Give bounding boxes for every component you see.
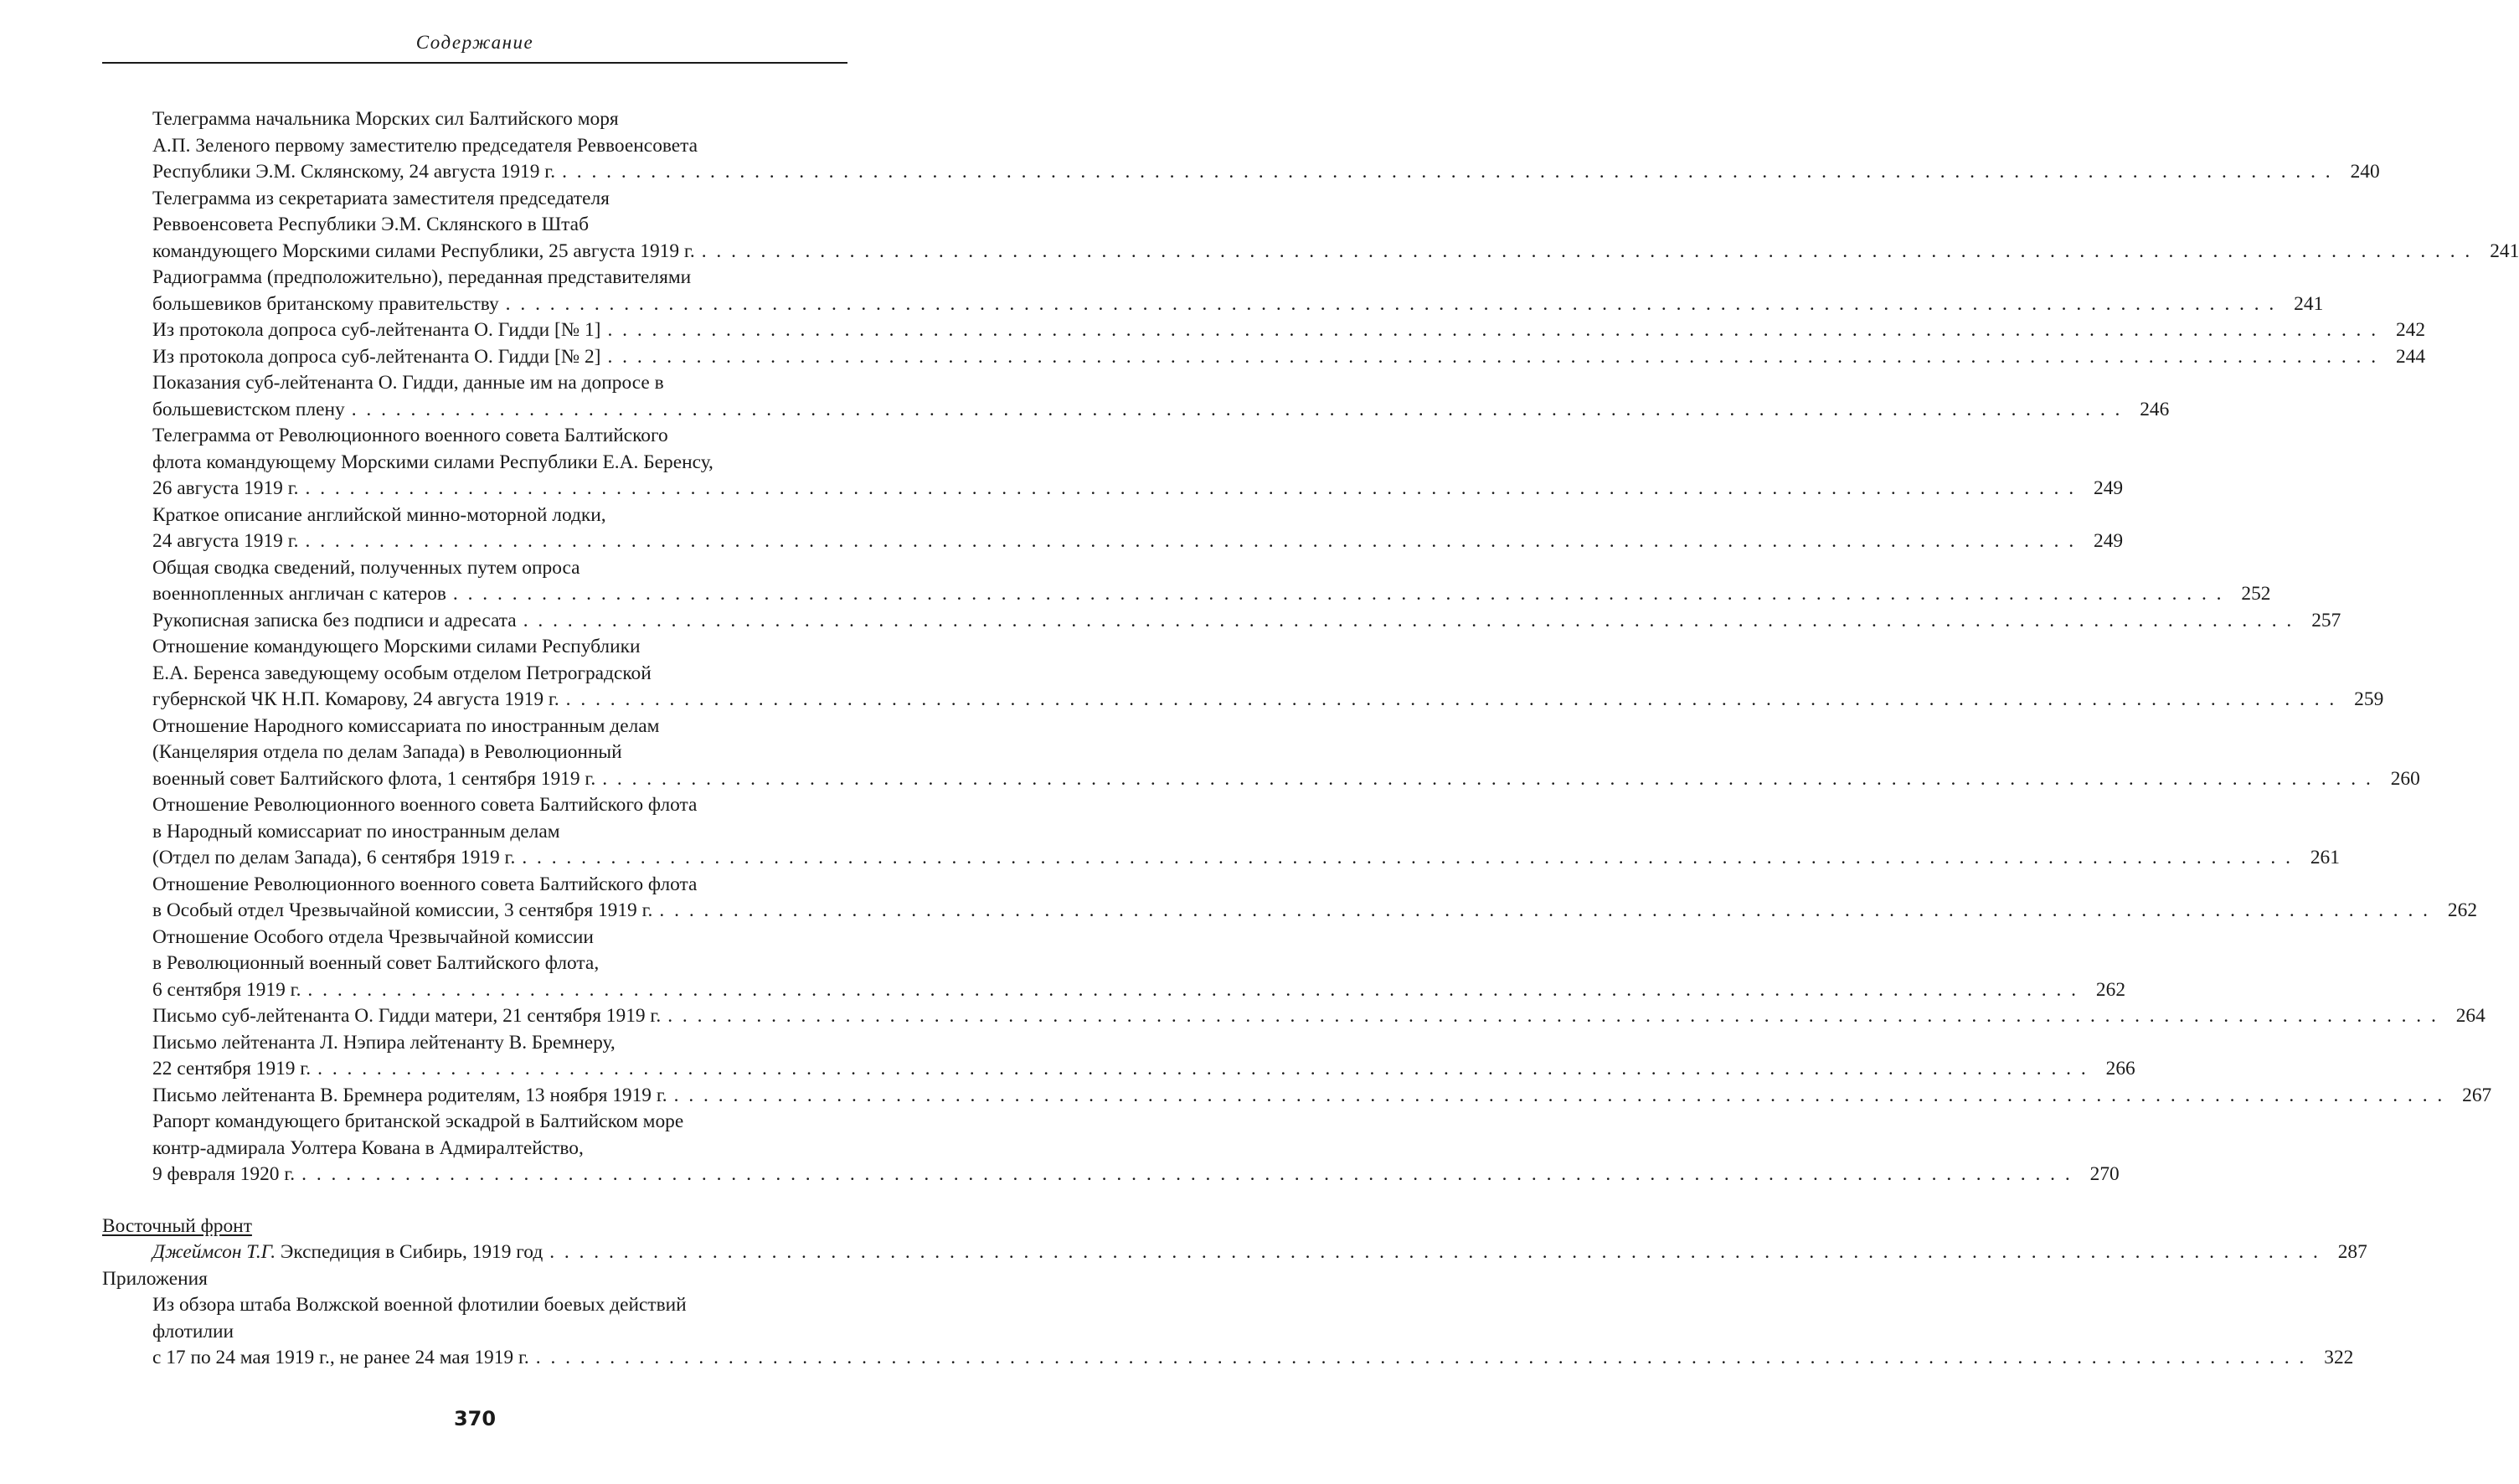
dot-leader: . . . . . . . . . . . . . . . . . . . . . . . . . . . . . . . . . . . . . . . . . . . . . . . . . . . . . . . . . . . . . . . . . . . . . . . . . . . . . . . . . . . . . . . . . . . . . . . . . . . . . . . . . . . . . . . . . . . . . . . . <box>317 1058 2089 1080</box>
dot-leader: . . . . . . . . . . . . . . . . . . . . . . . . . . . . . . . . . . . . . . . . . . . . . . . . . . . . . . . . . . . . . . . . . . . . . . . . . . . . . . . . . . . . . . . . . . . . . . . . . . . . . . . . . . . . . . . . . . . . . . . . <box>549 1241 2321 1263</box>
toc-entry-text: Отношение Народного комиссариата по иностранным делам <box>152 714 660 737</box>
toc-entry-text: в Революционный военный совет Балтийского флота, <box>152 952 600 974</box>
toc-entry-text: большевиков британскому правительству <box>152 292 499 315</box>
dot-leader: . . . . . . . . . . . . . . . . . . . . . . . . . . . . . . . . . . . . . . . . . . . . . . . . . . . . . . . . . . . . . . . . . . . . . . . . . . . . . . . . . . . . . . . . . . . . . . . . . . . . . . . . . . . . . . . . . . . . . . . . <box>667 1005 2439 1027</box>
toc-page-number: 249 <box>2094 530 2124 552</box>
toc-line <box>102 634 847 661</box>
toc-page-number: 240 <box>2350 161 2380 183</box>
toc-entry-text: 26 августа 1919 г. <box>152 477 299 499</box>
toc-entry-text: флотилии <box>152 1320 234 1342</box>
toc-line <box>102 186 847 213</box>
toc-line <box>102 687 2384 714</box>
header-rule <box>102 62 847 64</box>
toc-line <box>102 528 2124 555</box>
dot-leader: . . . . . . . . . . . . . . . . . . . . . . . . . . . . . . . . . . . . . . . . . . . . . . . . . . . . . . . . . . . . . . . . . . . . . . . . . . . . . . . . . . . . . . . . . . . . . . . . . . . . . . . . . . . . . . . . . . . . . . . . <box>535 1347 2307 1368</box>
toc-page-number: 287 <box>2337 1241 2367 1263</box>
toc-page-number: 262 <box>2447 899 2478 921</box>
toc-page-number: 246 <box>2140 398 2170 420</box>
toc-page-number: 244 <box>2395 345 2426 368</box>
toc-entry-text: флота командующему Морскими силами Республики Е.А. Беренсу, <box>152 451 713 473</box>
toc-entry-text: с 17 по 24 мая 1919 г., не ранее 24 мая 1919 г. <box>152 1347 529 1368</box>
toc-entry-text: 22 сентября 1919 г. <box>152 1058 312 1080</box>
toc-page-number: 249 <box>2094 477 2124 499</box>
toc-entry-text: военнопленных англичан с катеров <box>152 583 446 605</box>
toc-entry-text: Общая сводка сведений, полученных путем опроса <box>152 556 580 579</box>
section-title-row <box>102 1213 847 1240</box>
toc-entry-text: Из протокола допроса суб-лейтенанта О. Гидди [№ 1] <box>152 319 601 341</box>
toc-page-number: 262 <box>2095 978 2126 1001</box>
toc-list <box>102 106 2519 1188</box>
toc-entry-text: Письмо суб-лейтенанта О. Гидди матери, 21 сентября 1919 г. <box>152 1005 662 1027</box>
toc-entry-text: Из протокола допроса суб-лейтенанта О. Гидди [№ 2] <box>152 345 601 368</box>
toc-entry-text: 9 февраля 1920 г. <box>152 1163 296 1185</box>
dot-leader: . . . . . . . . . . . . . . . . . . . . . . . . . . . . . . . . . . . . . . . . . . . . . . . . . . . . . . . . . . . . . . . . . . . . . . . . . . . . . . . . . . . . . . . . . . . . . . . . . . . . . . . . . . . . . . . . . . . . . . . . <box>305 530 2077 552</box>
toc-entry-text: Радиограмма (предположительно), переданная представителями <box>152 266 692 288</box>
toc-entry-text: Письмо лейтенанта В. Бремнера родителям, 13 ноября 1919 г. <box>152 1084 667 1106</box>
toc-entry-text: (Канцелярия отдела по делам Запада) в Революционный <box>152 741 622 763</box>
toc-line <box>102 291 2324 318</box>
toc-page-number: 322 <box>2324 1347 2354 1368</box>
toc-page-number: 264 <box>2455 1005 2486 1027</box>
dot-leader: . . . . . . . . . . . . . . . . . . . . . . . . . . . . . . . . . . . . . . . . . . . . . . . . . . . . . . . . . . . . . . . . . . . . . . . . . . . . . . . . . . . . . . . . . . . . . . . . . . . . . . . . . . . . . . . . . . . . . . . . <box>351 398 2123 420</box>
toc-page-number: 267 <box>2462 1084 2492 1106</box>
toc-line <box>102 106 847 133</box>
dot-leader: . . . . . . . . . . . . . . . . . . . . . . . . . . . . . . . . . . . . . . . . . . . . . . . . . . . . . . . . . . . . . . . . . . . . . . . . . . . . . . . . . . . . . . . . . . . . . . . . . . . . . . . . . . . . . . . . . . . . . . . . <box>565 688 2337 710</box>
toc-line <box>102 898 2478 925</box>
toc-entry-text: командующего Морскими силами Республики, 25 августа 1919 г. <box>152 240 695 262</box>
dot-leader: . . . . . . . . . . . . . . . . . . . . . . . . . . . . . . . . . . . . . . . . . . . . . . . . . . . . . . . . . . . . . . . . . . . . . . . . . . . . . . . . . . . . . . . . . . . . . . . . . . . . . . . . . . . . . . . . . . . . . . . . <box>607 319 2379 341</box>
toc-entry-text: Из обзора штаба Волжской военной флотилии боевых действий <box>152 1294 687 1316</box>
dot-leader: . . . . . . . . . . . . . . . . . . . . . . . . . . . . . . . . . . . . . . . . . . . . . . . . . . . . . . . . . . . . . . . . . . . . . . . . . . . . . . . . . . . . . . . . . . . . . . . . . . . . . . . . . . . . . . . . . . . . . . . . <box>505 292 2277 315</box>
toc-entry-text: Телеграмма из секретариата заместителя председателя <box>152 187 610 209</box>
toc-entry-text: 24 августа 1919 г. <box>152 530 299 552</box>
toc-entry-text: Телеграмма от Революционного военного совета Балтийского <box>152 425 668 446</box>
toc-page-number: 259 <box>2354 688 2384 710</box>
toc-entry-title: Экспедиция в Сибирь, 1919 год <box>276 1241 543 1263</box>
dot-leader: . . . . . . . . . . . . . . . . . . . . . . . . . . . . . . . . . . . . . . . . . . . . . . . . . . . . . . . . . . . . . . . . . . . . . . . . . . . . . . . . . . . . . . . . . . . . . . . . . . . . . . . . . . . . . . . . . . . . . . . . <box>562 161 2333 183</box>
toc-line <box>102 370 847 397</box>
toc-line <box>102 766 2420 793</box>
toc-line <box>102 1239 2367 1266</box>
toc-page-number: 266 <box>2105 1058 2135 1080</box>
toc-line <box>102 1003 2486 1030</box>
toc-entry-text: Приложения <box>102 1267 208 1290</box>
toc-line <box>102 792 847 819</box>
toc-entry-text: Е.А. Беренса заведующему особым отделом Петроградской <box>152 662 652 684</box>
toc-line <box>102 1319 847 1346</box>
toc-line <box>102 819 847 846</box>
toc-line <box>102 872 847 899</box>
toc-entry-text: Рукописная записка без подписи и адресата <box>152 609 517 631</box>
toc-line <box>102 397 2170 424</box>
toc-line <box>102 265 847 291</box>
toc-entry-text: Отношение Революционного военного совета Балтийского флота <box>152 794 698 816</box>
toc-entry-text: Краткое описание английской минно-моторной лодки, <box>152 503 606 526</box>
toc-entry-text: Рапорт командующего британской эскадрой в Балтийском море <box>152 1110 684 1132</box>
toc-line <box>102 555 847 582</box>
dot-leader: . . . . . . . . . . . . . . . . . . . . . . . . . . . . . . . . . . . . . . . . . . . . . . . . . . . . . . . . . . . . . . . . . . . . . . . . . . . . . . . . . . . . . . . . . . . . . . . . . . . . . . . . . . . . . . . . . . . . . . . . <box>607 345 2379 368</box>
toc-line <box>102 1109 847 1136</box>
dot-leader: . . . . . . . . . . . . . . . . . . . . . . . . . . . . . . . . . . . . . . . . . . . . . . . . . . . . . . . . . . . . . . . . . . . . . . . . . . . . . . . . . . . . . . . . . . . . . . . . . . . . . . . . . . . . . . . . . . . . . . . . <box>305 477 2077 499</box>
toc-line <box>102 845 2340 872</box>
toc-entry-text: Телеграмма начальника Морских сил Балтийского моря <box>152 108 619 130</box>
toc-entry-text <box>152 1239 543 1266</box>
dot-leader: . . . . . . . . . . . . . . . . . . . . . . . . . . . . . . . . . . . . . . . . . . . . . . . . . . . . . . . . . . . . . . . . . . . . . . . . . . . . . . . . . . . . . . . . . . . . . . . . . . . . . . . . . . . . . . . . . . . . . . . . <box>673 1084 2445 1106</box>
toc-page-number: 261 <box>2310 847 2340 868</box>
toc-line <box>102 739 847 766</box>
toc-page-number: 241 <box>2294 292 2324 315</box>
toc-page-number: 260 <box>2390 767 2420 790</box>
toc-line <box>102 1083 2492 1110</box>
toc-line <box>102 1030 847 1057</box>
toc-entry-text: Отношение командующего Морскими силами Республики <box>152 636 641 657</box>
table-of-contents <box>102 106 2519 1372</box>
toc-entry-text: в Народный комиссариат по иностранным делам <box>152 820 560 842</box>
page-number: 370 <box>453 1407 497 1430</box>
toc-entry-text: Реввоенсовета Республики Э.М. Склянского в Штаб <box>152 214 589 235</box>
toc-line <box>102 1136 847 1162</box>
toc-entry-text: (Отдел по делам Запада), 6 сентября 1919 г. <box>152 847 516 868</box>
toc-entry-text: Письмо лейтенанта Л. Нэпира лейтенанту В. Бремнеру, <box>152 1031 616 1054</box>
section-gap <box>102 1188 847 1213</box>
toc-page-number: 270 <box>2089 1163 2120 1185</box>
dot-leader: . . . . . . . . . . . . . . . . . . . . . . . . . . . . . . . . . . . . . . . . . . . . . . . . . . . . . . . . . . . . . . . . . . . . . . . . . . . . . . . . . . . . . . . . . . . . . . . . . . . . . . . . . . . . . . . . . . . . . . . . <box>602 767 2373 790</box>
toc-line <box>102 977 2126 1004</box>
dot-leader: . . . . . . . . . . . . . . . . . . . . . . . . . . . . . . . . . . . . . . . . . . . . . . . . . . . . . . . . . . . . . . . . . . . . . . . . . . . . . . . . . . . . . . . . . . . . . . . . . . . . . . . . . . . . . . . . . . . . . . . . <box>659 899 2431 921</box>
running-head: Содержание <box>415 32 534 53</box>
toc-line <box>102 925 847 951</box>
toc-line <box>102 661 847 688</box>
toc-line <box>102 1162 2120 1188</box>
dot-leader: . . . . . . . . . . . . . . . . . . . . . . . . . . . . . . . . . . . . . . . . . . . . . . . . . . . . . . . . . . . . . . . . . . . . . . . . . . . . . . . . . . . . . . . . . . . . . . . . . . . . . . . . . . . . . . . . . . . . . . . . <box>522 847 2293 868</box>
toc-entry-text: губернской ЧК Н.П. Комарову, 24 августа 1919 г. <box>152 688 559 710</box>
toc-entry-author: Джеймсон Т.Г. <box>152 1241 276 1263</box>
toc-line <box>102 476 2124 502</box>
toc-entry-text: контр-адмирала Уолтера Кована в Адмиралтейство, <box>152 1136 584 1159</box>
toc-line <box>102 1345 2354 1372</box>
toc-page-number: 257 <box>2311 609 2341 631</box>
toc-line <box>102 1056 2135 1083</box>
dot-leader: . . . . . . . . . . . . . . . . . . . . . . . . . . . . . . . . . . . . . . . . . . . . . . . . . . . . . . . . . . . . . . . . . . . . . . . . . . . . . . . . . . . . . . . . . . . . . . . . . . . . . . . . . . . . . . . . . . . . . . . . <box>307 978 2079 1001</box>
dot-leader: . . . . . . . . . . . . . . . . . . . . . . . . . . . . . . . . . . . . . . . . . . . . . . . . . . . . . . . . . . . . . . . . . . . . . . . . . . . . . . . . . . . . . . . . . . . . . . . . . . . . . . . . . . . . . . . . . . . . . . . . <box>701 240 2473 262</box>
toc-entry-text: большевистском плену <box>152 398 345 420</box>
toc-page-number: 242 <box>2395 319 2426 341</box>
toc-entry-text: Отношение Революционного военного совета Балтийского флота <box>152 873 698 895</box>
toc-line <box>102 159 2380 186</box>
toc-line <box>102 1292 847 1319</box>
section-entries <box>102 1239 2367 1372</box>
toc-line <box>102 608 2341 635</box>
toc-line <box>102 133 847 160</box>
toc-line <box>102 450 847 477</box>
toc-line <box>102 212 847 239</box>
dot-leader: . . . . . . . . . . . . . . . . . . . . . . . . . . . . . . . . . . . . . . . . . . . . . . . . . . . . . . . . . . . . . . . . . . . . . . . . . . . . . . . . . . . . . . . . . . . . . . . . . . . . . . . . . . . . . . . . . . . . . . . . <box>301 1163 2073 1185</box>
toc-line <box>102 581 2271 608</box>
toc-line <box>102 423 847 450</box>
toc-entry-text: Отношение Особого отдела Чрезвычайной комиссии <box>152 925 594 948</box>
toc-page-number: 241 <box>2490 240 2519 262</box>
toc-line <box>102 502 847 529</box>
toc-entry-text: Республики Э.М. Склянскому, 24 августа 1919 г. <box>152 161 556 183</box>
toc-entry-text: А.П. Зеленого первому заместителю председателя Реввоенсовета <box>152 134 698 157</box>
toc-line <box>102 1266 847 1293</box>
dot-leader: . . . . . . . . . . . . . . . . . . . . . . . . . . . . . . . . . . . . . . . . . . . . . . . . . . . . . . . . . . . . . . . . . . . . . . . . . . . . . . . . . . . . . . . . . . . . . . . . . . . . . . . . . . . . . . . . . . . . . . . . <box>452 583 2224 605</box>
toc-page-number: 252 <box>2241 583 2271 605</box>
toc-entry-text: Показания суб-лейтенанта О. Гидди, данные им на допросе в <box>152 372 664 394</box>
toc-line <box>102 951 847 977</box>
toc-entry-text: военный совет Балтийского флота, 1 сентября 1919 г. <box>152 767 596 790</box>
toc-line <box>102 344 2426 371</box>
toc-entry-text: 6 сентября 1919 г. <box>152 978 301 1001</box>
toc-line <box>102 239 2519 265</box>
toc-entry-text: в Особый отдел Чрезвычайной комиссии, 3 сентября 1919 г. <box>152 899 653 921</box>
toc-line <box>102 714 847 740</box>
toc-line <box>102 317 2426 344</box>
section-title: Восточный фронт <box>102 1214 252 1237</box>
dot-leader: . . . . . . . . . . . . . . . . . . . . . . . . . . . . . . . . . . . . . . . . . . . . . . . . . . . . . . . . . . . . . . . . . . . . . . . . . . . . . . . . . . . . . . . . . . . . . . . . . . . . . . . . . . . . . . . . . . . . . . . . <box>523 609 2295 631</box>
